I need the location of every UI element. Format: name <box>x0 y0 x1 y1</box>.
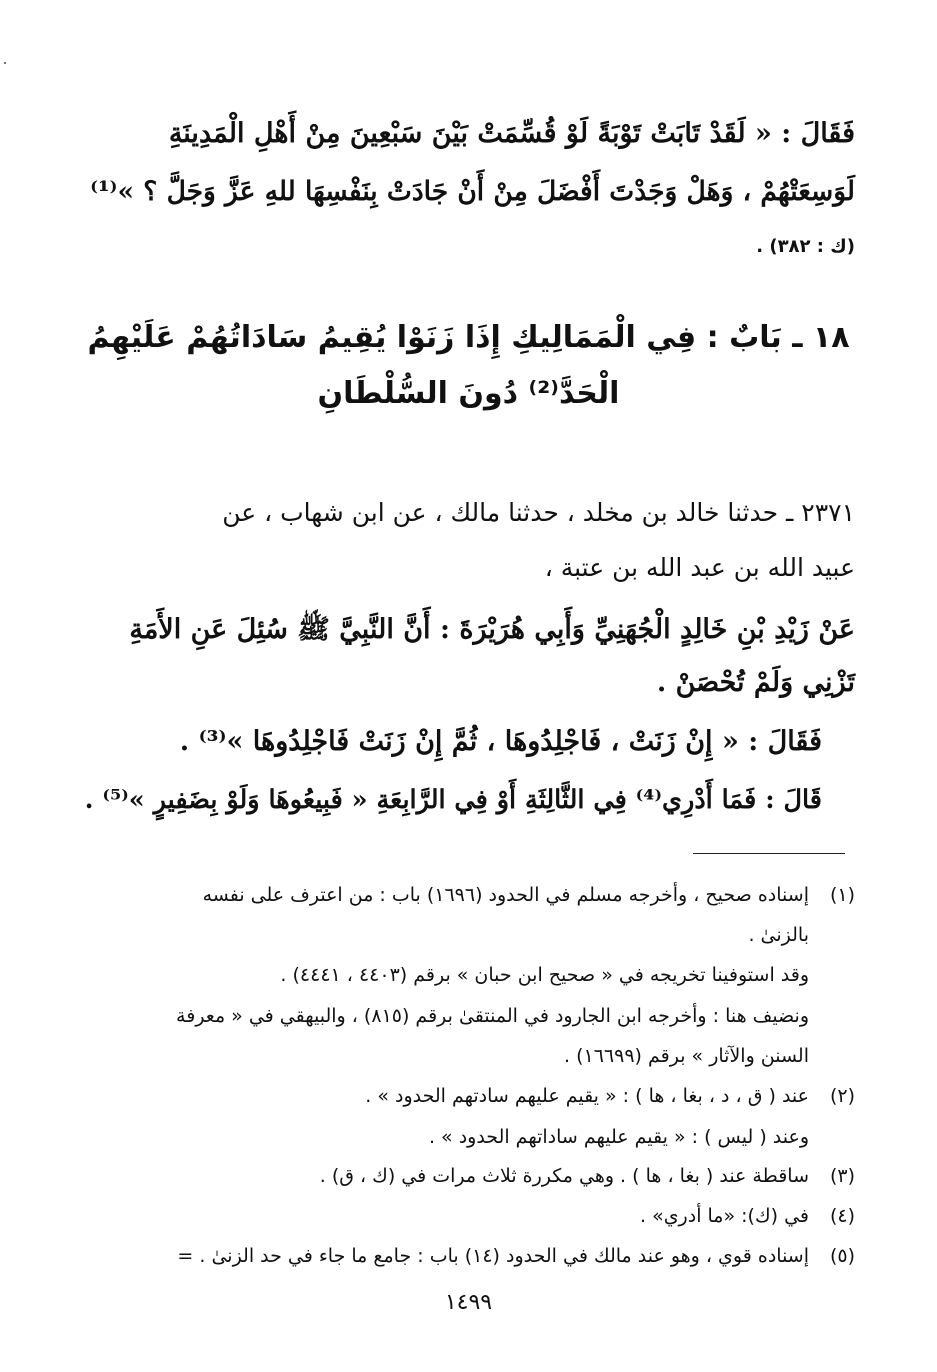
hadith-matn-line-1: عَنْ زَيْدِ بْنِ خَالِدٍ الْجُهَنِيِّ وَأَبِي هُرَيْرَةَ : أَنَّ النَّبِيَّ ﷺ سُئِلَ عَنِ الأَمَةِ <box>129 614 855 645</box>
hadith-isnad-line-2: عبيد الله بن عبد الله بن عتبة ، <box>544 553 855 582</box>
prev-hadith-reference: (ك : ٣٨٢) . <box>756 236 855 257</box>
footnote-line: بالزنىٰ . <box>748 924 809 946</box>
footnote-line: ونضيف هنا : وأخرجه ابن الجارود في المنتقىٰ برقم (٨١٥) ، والبيهقي في « معرفة <box>176 1005 809 1027</box>
hadith-matn-line-3: فَقَالَ : « إِنْ زَنَتْ ، فَاجْلِدُوهَا ، ثُمَّ إِنْ زَنَتْ فَاجْلِدُوهَا »⁽³⁾ . <box>179 726 822 757</box>
page-number: ١٤٩٩ <box>444 1290 493 1315</box>
footnote-line: في (ك): «ما أدري» . <box>639 1205 809 1227</box>
footnote-line: عند ( ق ، د ، بغا ، ها ) : « يقيم عليهم سادتهم الحدود » . <box>365 1085 809 1107</box>
footnote-separator <box>693 853 845 854</box>
prev-hadith-line-1: فَقَالَ : « لَقَدْ تَابَتْ تَوْبَةً لَوْ قُسِّمَتْ بَيْنَ سَبْعِينَ مِنْ أَهْلِ الْمَدِينَةِ <box>168 118 855 149</box>
footnote-number: (٢) <box>829 1085 855 1107</box>
footnote-number: (٥) <box>829 1245 855 1267</box>
footnote-line: ساقطة عند ( بغا ، ها ) . وهي مكررة ثلاث مرات في (ك ، ق) . <box>319 1165 809 1187</box>
footnote-line: وعند ( ليس ) : « يقيم عليهم ساداتهم الحدود » . <box>428 1126 809 1148</box>
chapter-heading-line-1: ١٨ ـ بَابٌ : فِي الْمَمَالِيكِ إِذَا زَنَوْا يُقِيمُ سَادَاتُهُمْ عَلَيْهِمُ <box>87 320 850 355</box>
footnote-line: السنن والآثار » برقم (١٦٦٩٩) . <box>564 1045 809 1067</box>
footnote-number: (٤) <box>829 1205 855 1227</box>
hadith-isnad-line-1: ٢٣٧١ ـ حدثنا خالد بن مخلد ، حدثنا مالك ، عن ابن شهاب ، عن <box>222 498 855 527</box>
hadith-matn-line-2: تَزْنِي وَلَمْ تُحْصَنْ . <box>656 667 855 698</box>
footnote-number: (٣) <box>829 1165 855 1187</box>
footnote-line: وقد استوفينا تخريجه في « صحيح ابن حبان » برقم (٤٤٠٣ ، ٤٤٤١) . <box>280 964 809 986</box>
footnote-line: إسناده صحيح ، وأخرجه مسلم في الحدود (١٦٩٦) باب : من اعترف على نفسه <box>202 884 809 906</box>
footnote-line: إسناده قوي ، وهو عند مالك في الحدود (١٤) باب : جامع ما جاء في حد الزنىٰ . = <box>177 1245 809 1267</box>
hadith-matn-line-4: قَالَ : فَمَا أَدْرِي⁽⁴⁾ فِي الثَّالِثَةِ أَوْ فِي الرَّابِعَةِ « فَبِيعُوهَا وَلَوْ بِضَفِيرٍ »⁽⁵⁾ . <box>84 785 822 815</box>
scan-speck <box>4 62 6 64</box>
chapter-heading-line-2: الْحَدَّ⁽²⁾ دُونَ السُّلْطَانِ <box>317 376 620 411</box>
prev-hadith-line-2: لَوَسِعَتْهُمْ ، وَهَلْ وَجَدْتَ أَفْضَلَ مِنْ أَنْ جَادَتْ بِنَفْسِهَا للهِ عَزَّ وَجَلَّ ؟ »⁽¹⁾ <box>90 176 855 207</box>
footnote-number: (١) <box>829 884 855 906</box>
